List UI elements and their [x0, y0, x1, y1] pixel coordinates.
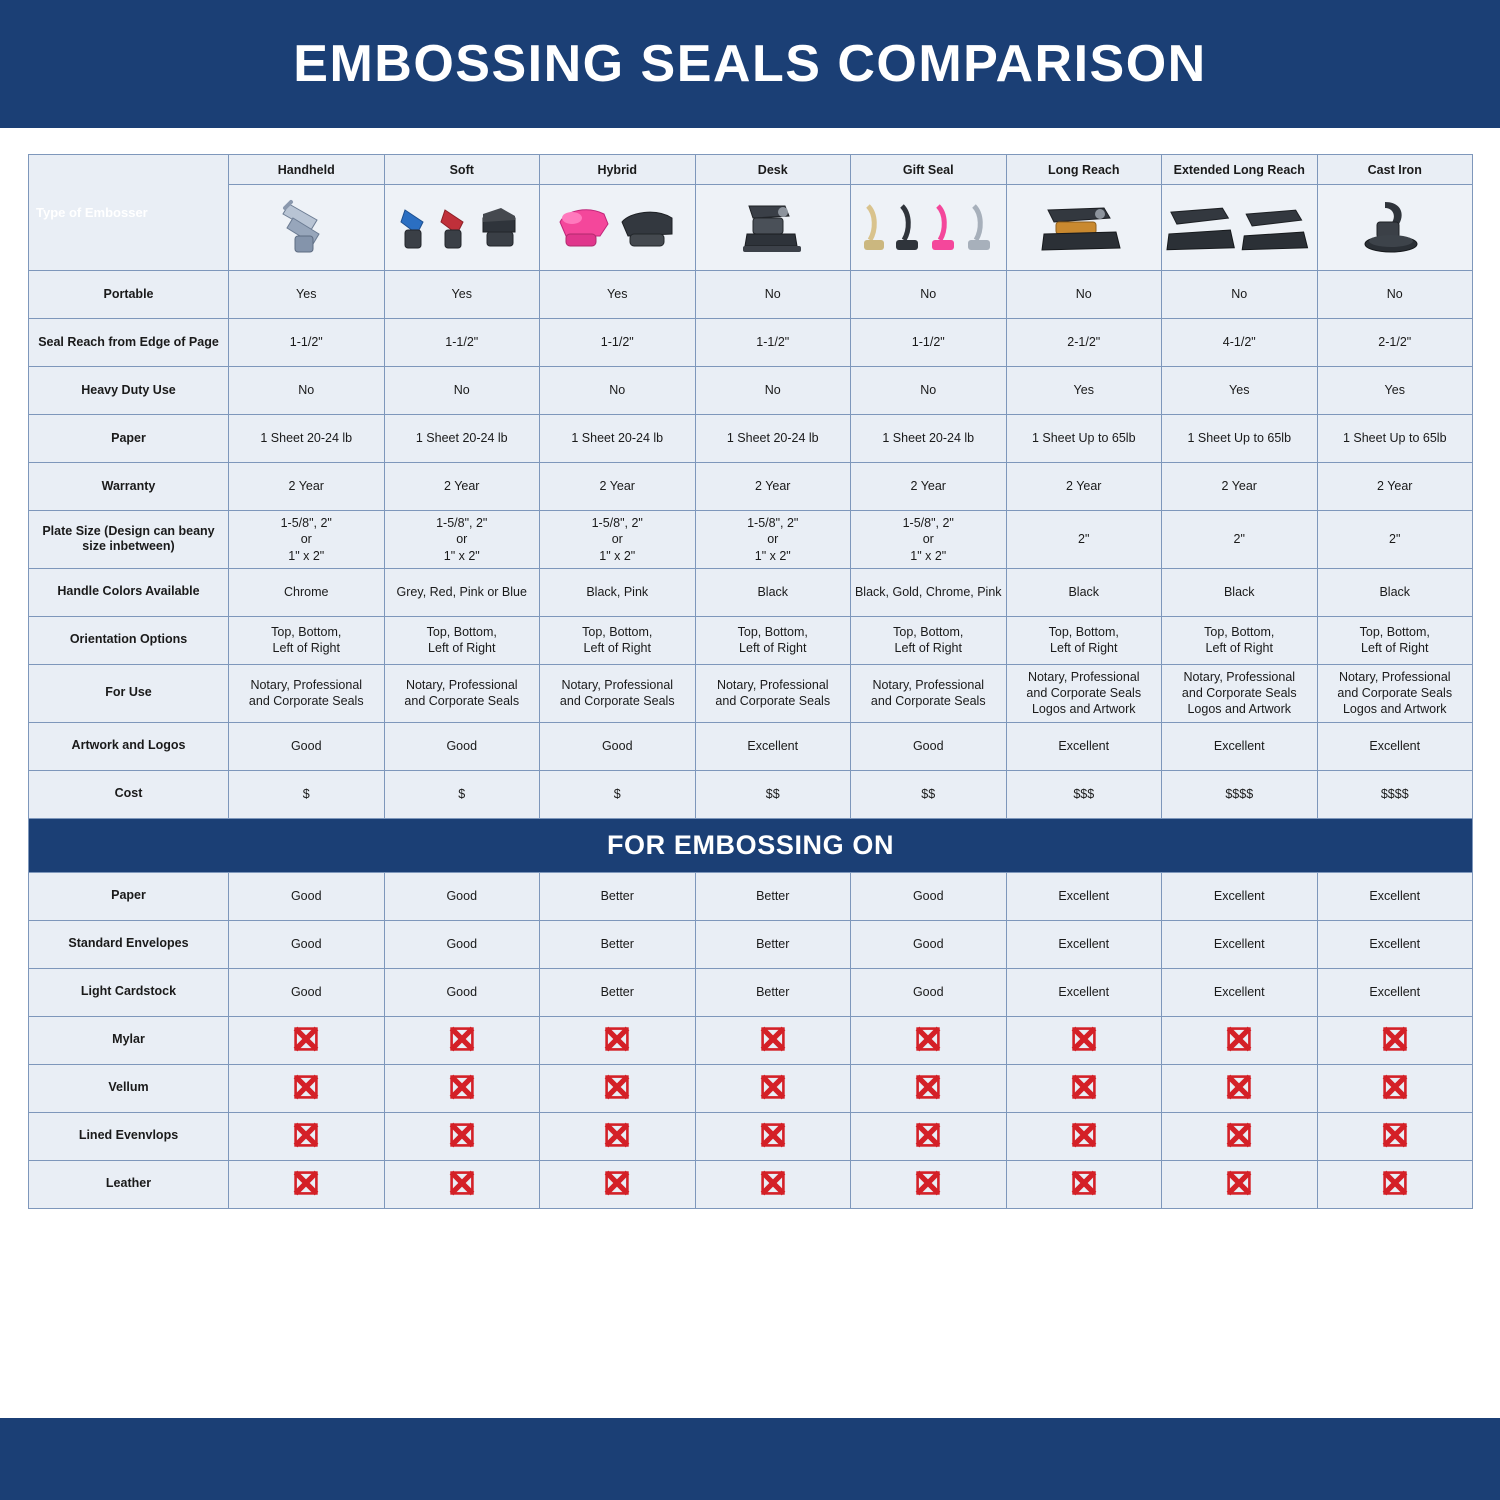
table-row — [29, 568, 1473, 616]
cell-1-3: 1-1/2" — [695, 319, 851, 367]
cell-2-5: Yes — [1006, 367, 1162, 415]
not-supported-x-icon — [293, 1026, 319, 1052]
table-row — [29, 1160, 1473, 1208]
column-header-4: Gift Seal — [851, 155, 1007, 185]
comparison-table — [28, 154, 1473, 1209]
not-supported-x-icon — [449, 1026, 475, 1052]
embossing-cell-2-7: Excellent — [1317, 968, 1473, 1016]
cell-5-7: 2" — [1317, 511, 1473, 569]
gift-seal-embosser-icon — [858, 196, 998, 260]
cell-9-0: Good — [229, 722, 385, 770]
column-header-3: Desk — [695, 155, 851, 185]
embossing-cell-0-0: Good — [229, 872, 385, 920]
not-supported-x-icon — [1226, 1074, 1252, 1100]
cell-8-3: Notary, Professional and Corporate Seals — [695, 664, 851, 722]
cell-7-4: Top, Bottom, Left of Right — [851, 616, 1007, 664]
embosser-image-cell-4 — [851, 185, 1007, 271]
not-supported-x-icon — [1071, 1170, 1097, 1196]
embossing-cell-1-7: Excellent — [1317, 920, 1473, 968]
embossing-cell-3-1 — [384, 1016, 540, 1064]
cell-10-6: $$$$ — [1162, 770, 1318, 818]
cell-8-1: Notary, Professional and Corporate Seals — [384, 664, 540, 722]
cell-0-1: Yes — [384, 271, 540, 319]
not-supported-x-icon — [449, 1122, 475, 1148]
cell-0-0: Yes — [229, 271, 385, 319]
embossing-cell-2-4: Good — [851, 968, 1007, 1016]
cell-8-0: Notary, Professional and Corporate Seals — [229, 664, 385, 722]
column-header-6: Extended Long Reach — [1162, 155, 1318, 185]
not-supported-x-icon — [1382, 1074, 1408, 1100]
column-header-5: Long Reach — [1006, 155, 1162, 185]
table-row — [29, 319, 1473, 367]
embossing-cell-6-3 — [695, 1160, 851, 1208]
not-supported-x-icon — [449, 1074, 475, 1100]
cast-iron-embosser-icon — [1355, 196, 1435, 260]
cell-3-1: 1 Sheet 20-24 lb — [384, 415, 540, 463]
table-row — [29, 511, 1473, 569]
embossing-cell-5-4 — [851, 1112, 1007, 1160]
table-row — [29, 664, 1473, 722]
table-row — [29, 722, 1473, 770]
embossing-cell-3-5 — [1006, 1016, 1162, 1064]
table-row — [29, 770, 1473, 818]
embossing-cell-2-2: Better — [540, 968, 696, 1016]
not-supported-x-icon — [1071, 1026, 1097, 1052]
embossing-cell-0-5: Excellent — [1006, 872, 1162, 920]
cell-7-2: Top, Bottom, Left of Right — [540, 616, 696, 664]
row-label-type-of-embosser: Type of Embosser — [29, 155, 229, 271]
embossing-cell-3-7 — [1317, 1016, 1473, 1064]
embossing-cell-2-1: Good — [384, 968, 540, 1016]
cell-4-1: 2 Year — [384, 463, 540, 511]
embossing-cell-2-5: Excellent — [1006, 968, 1162, 1016]
row-label: Mylar — [29, 1016, 229, 1064]
table-row — [29, 367, 1473, 415]
cell-1-4: 1-1/2" — [851, 319, 1007, 367]
embossing-cell-5-6 — [1162, 1112, 1318, 1160]
row-label: Standard Envelopes — [29, 920, 229, 968]
embossing-cell-4-7 — [1317, 1064, 1473, 1112]
cell-10-3: $$ — [695, 770, 851, 818]
embosser-image-cell-3 — [695, 185, 851, 271]
cell-5-3: 1-5/8", 2" or 1" x 2" — [695, 511, 851, 569]
section-banner-row — [29, 818, 1473, 872]
embosser-image-cell-5 — [1006, 185, 1162, 271]
embossing-cell-6-1 — [384, 1160, 540, 1208]
row-label: Paper — [29, 415, 229, 463]
cell-6-4: Black, Gold, Chrome, Pink — [851, 568, 1007, 616]
embossing-cell-5-1 — [384, 1112, 540, 1160]
cell-2-3: No — [695, 367, 851, 415]
cell-4-7: 2 Year — [1317, 463, 1473, 511]
table-row — [29, 872, 1473, 920]
cell-6-0: Chrome — [229, 568, 385, 616]
cell-4-6: 2 Year — [1162, 463, 1318, 511]
not-supported-x-icon — [915, 1026, 941, 1052]
not-supported-x-icon — [604, 1026, 630, 1052]
cell-3-2: 1 Sheet 20-24 lb — [540, 415, 696, 463]
row-label: Seal Reach from Edge of Page — [29, 319, 229, 367]
page-header — [0, 0, 1500, 128]
embossing-cell-1-5: Excellent — [1006, 920, 1162, 968]
cell-9-7: Excellent — [1317, 722, 1473, 770]
embosser-image-cell-6 — [1162, 185, 1318, 271]
row-label: Cost — [29, 770, 229, 818]
embossing-cell-5-7 — [1317, 1112, 1473, 1160]
not-supported-x-icon — [293, 1074, 319, 1100]
embossing-cell-4-1 — [384, 1064, 540, 1112]
not-supported-x-icon — [449, 1170, 475, 1196]
cell-5-6: 2" — [1162, 511, 1318, 569]
row-label: Handle Colors Available — [29, 568, 229, 616]
row-label: Warranty — [29, 463, 229, 511]
cell-1-2: 1-1/2" — [540, 319, 696, 367]
cell-7-7: Top, Bottom, Left of Right — [1317, 616, 1473, 664]
embossing-cell-4-0 — [229, 1064, 385, 1112]
row-label: Artwork and Logos — [29, 722, 229, 770]
embossing-cell-0-4: Good — [851, 872, 1007, 920]
table-row — [29, 1064, 1473, 1112]
cell-1-6: 4-1/2" — [1162, 319, 1318, 367]
embossing-cell-0-1: Good — [384, 872, 540, 920]
cell-3-6: 1 Sheet Up to 65lb — [1162, 415, 1318, 463]
cell-4-2: 2 Year — [540, 463, 696, 511]
embosser-image-cell-7 — [1317, 185, 1473, 271]
embossing-cell-4-2 — [540, 1064, 696, 1112]
cell-6-5: Black — [1006, 568, 1162, 616]
section-title: FOR EMBOSSING ON — [29, 818, 1473, 872]
column-header-1: Soft — [384, 155, 540, 185]
cell-4-3: 2 Year — [695, 463, 851, 511]
hybrid-embosser-icon — [552, 196, 682, 260]
embosser-image-cell-2 — [540, 185, 696, 271]
not-supported-x-icon — [915, 1122, 941, 1148]
row-label: Heavy Duty Use — [29, 367, 229, 415]
table-row — [29, 271, 1473, 319]
embossing-cell-4-6 — [1162, 1064, 1318, 1112]
long-reach-embosser-icon — [1034, 196, 1134, 260]
extended-long-reach-embosser-icon — [1165, 196, 1314, 260]
embossing-cell-5-5 — [1006, 1112, 1162, 1160]
cell-9-1: Good — [384, 722, 540, 770]
table-row — [29, 1016, 1473, 1064]
table-header-row — [29, 155, 1473, 185]
not-supported-x-icon — [760, 1026, 786, 1052]
embossing-cell-6-7 — [1317, 1160, 1473, 1208]
not-supported-x-icon — [760, 1122, 786, 1148]
table-row — [29, 463, 1473, 511]
cell-0-6: No — [1162, 271, 1318, 319]
embossing-cell-1-4: Good — [851, 920, 1007, 968]
cell-8-4: Notary, Professional and Corporate Seals — [851, 664, 1007, 722]
cell-0-2: Yes — [540, 271, 696, 319]
cell-0-4: No — [851, 271, 1007, 319]
cell-7-3: Top, Bottom, Left of Right — [695, 616, 851, 664]
cell-6-1: Grey, Red, Pink or Blue — [384, 568, 540, 616]
not-supported-x-icon — [1071, 1122, 1097, 1148]
cell-10-4: $$ — [851, 770, 1007, 818]
cell-6-3: Black — [695, 568, 851, 616]
cell-9-6: Excellent — [1162, 722, 1318, 770]
not-supported-x-icon — [915, 1170, 941, 1196]
table-row — [29, 968, 1473, 1016]
cell-10-0: $ — [229, 770, 385, 818]
cell-10-2: $ — [540, 770, 696, 818]
row-label: Orientation Options — [29, 616, 229, 664]
cell-3-7: 1 Sheet Up to 65lb — [1317, 415, 1473, 463]
embossing-cell-4-4 — [851, 1064, 1007, 1112]
cell-1-0: 1-1/2" — [229, 319, 385, 367]
cell-5-2: 1-5/8", 2" or 1" x 2" — [540, 511, 696, 569]
embossing-cell-6-2 — [540, 1160, 696, 1208]
cell-6-7: Black — [1317, 568, 1473, 616]
not-supported-x-icon — [604, 1074, 630, 1100]
table-row — [29, 920, 1473, 968]
row-label: Vellum — [29, 1064, 229, 1112]
embossing-cell-6-4 — [851, 1160, 1007, 1208]
not-supported-x-icon — [1382, 1026, 1408, 1052]
cell-0-5: No — [1006, 271, 1162, 319]
column-header-2: Hybrid — [540, 155, 696, 185]
embossing-cell-2-6: Excellent — [1162, 968, 1318, 1016]
cell-9-4: Good — [851, 722, 1007, 770]
not-supported-x-icon — [915, 1074, 941, 1100]
embosser-image-cell-1 — [384, 185, 540, 271]
cell-2-4: No — [851, 367, 1007, 415]
table-row — [29, 415, 1473, 463]
cell-6-2: Black, Pink — [540, 568, 696, 616]
not-supported-x-icon — [760, 1170, 786, 1196]
not-supported-x-icon — [1382, 1122, 1408, 1148]
row-label: Paper — [29, 872, 229, 920]
cell-4-4: 2 Year — [851, 463, 1007, 511]
cell-5-0: 1-5/8", 2" or 1" x 2" — [229, 511, 385, 569]
embossing-cell-0-3: Better — [695, 872, 851, 920]
row-label: Plate Size (Design can beany size inbetween) — [29, 511, 229, 569]
column-header-7: Cast Iron — [1317, 155, 1473, 185]
handheld-embosser-icon — [271, 196, 341, 260]
cell-1-1: 1-1/2" — [384, 319, 540, 367]
row-label: Leather — [29, 1160, 229, 1208]
cell-3-5: 1 Sheet Up to 65lb — [1006, 415, 1162, 463]
embossing-cell-5-2 — [540, 1112, 696, 1160]
cell-7-5: Top, Bottom, Left of Right — [1006, 616, 1162, 664]
row-label: Light Cardstock — [29, 968, 229, 1016]
cell-4-0: 2 Year — [229, 463, 385, 511]
cell-3-0: 1 Sheet 20-24 lb — [229, 415, 385, 463]
cell-9-5: Excellent — [1006, 722, 1162, 770]
embossing-cell-6-0 — [229, 1160, 385, 1208]
embossing-cell-1-1: Good — [384, 920, 540, 968]
embossing-cell-0-2: Better — [540, 872, 696, 920]
cell-10-7: $$$$ — [1317, 770, 1473, 818]
embossing-cell-0-6: Excellent — [1162, 872, 1318, 920]
embossing-cell-1-6: Excellent — [1162, 920, 1318, 968]
cell-8-2: Notary, Professional and Corporate Seals — [540, 664, 696, 722]
cell-2-6: Yes — [1162, 367, 1318, 415]
cell-4-5: 2 Year — [1006, 463, 1162, 511]
cell-10-5: $$$ — [1006, 770, 1162, 818]
not-supported-x-icon — [1226, 1122, 1252, 1148]
not-supported-x-icon — [760, 1074, 786, 1100]
row-label: Portable — [29, 271, 229, 319]
cell-1-5: 2-1/2" — [1006, 319, 1162, 367]
cell-2-1: No — [384, 367, 540, 415]
cell-1-7: 2-1/2" — [1317, 319, 1473, 367]
embossing-cell-1-2: Better — [540, 920, 696, 968]
not-supported-x-icon — [1226, 1170, 1252, 1196]
embossing-cell-0-7: Excellent — [1317, 872, 1473, 920]
embossing-cell-3-0 — [229, 1016, 385, 1064]
embosser-image-row — [29, 185, 1473, 271]
row-label: Lined Evenvlops — [29, 1112, 229, 1160]
embossing-cell-3-3 — [695, 1016, 851, 1064]
cell-10-1: $ — [384, 770, 540, 818]
cell-6-6: Black — [1162, 568, 1318, 616]
embossing-cell-1-3: Better — [695, 920, 851, 968]
cell-7-1: Top, Bottom, Left of Right — [384, 616, 540, 664]
embossing-cell-6-5 — [1006, 1160, 1162, 1208]
desk-embosser-icon — [733, 196, 813, 260]
column-header-0: Handheld — [229, 155, 385, 185]
cell-7-6: Top, Bottom, Left of Right — [1162, 616, 1318, 664]
not-supported-x-icon — [1382, 1170, 1408, 1196]
cell-5-1: 1-5/8", 2" or 1" x 2" — [384, 511, 540, 569]
soft-embosser-icon — [397, 196, 527, 260]
embossing-cell-2-3: Better — [695, 968, 851, 1016]
embossing-cell-3-6 — [1162, 1016, 1318, 1064]
embossing-cell-6-6 — [1162, 1160, 1318, 1208]
not-supported-x-icon — [1071, 1074, 1097, 1100]
cell-5-4: 1-5/8", 2" or 1" x 2" — [851, 511, 1007, 569]
row-label: For Use — [29, 664, 229, 722]
cell-3-3: 1 Sheet 20-24 lb — [695, 415, 851, 463]
cell-2-2: No — [540, 367, 696, 415]
cell-2-7: Yes — [1317, 367, 1473, 415]
table-row — [29, 1112, 1473, 1160]
cell-7-0: Top, Bottom, Left of Right — [229, 616, 385, 664]
cell-9-3: Excellent — [695, 722, 851, 770]
content-area — [0, 128, 1500, 1418]
embossing-cell-3-4 — [851, 1016, 1007, 1064]
page-title: EMBOSSING SEALS COMPARISON — [293, 35, 1207, 93]
embossing-cell-2-0: Good — [229, 968, 385, 1016]
cell-3-4: 1 Sheet 20-24 lb — [851, 415, 1007, 463]
table-row — [29, 616, 1473, 664]
not-supported-x-icon — [293, 1170, 319, 1196]
cell-9-2: Good — [540, 722, 696, 770]
cell-8-7: Notary, Professional and Corporate Seals Logos and Artwork — [1317, 664, 1473, 722]
embossing-cell-5-3 — [695, 1112, 851, 1160]
embossing-cell-4-3 — [695, 1064, 851, 1112]
embosser-image-cell-0 — [229, 185, 385, 271]
cell-8-6: Notary, Professional and Corporate Seals Logos and Artwork — [1162, 664, 1318, 722]
not-supported-x-icon — [1226, 1026, 1252, 1052]
cell-2-0: No — [229, 367, 385, 415]
not-supported-x-icon — [293, 1122, 319, 1148]
cell-5-5: 2" — [1006, 511, 1162, 569]
embossing-cell-3-2 — [540, 1016, 696, 1064]
not-supported-x-icon — [604, 1170, 630, 1196]
cell-8-5: Notary, Professional and Corporate Seals Logos and Artwork — [1006, 664, 1162, 722]
footer-band — [0, 1418, 1500, 1500]
cell-0-7: No — [1317, 271, 1473, 319]
cell-0-3: No — [695, 271, 851, 319]
not-supported-x-icon — [604, 1122, 630, 1148]
embossing-cell-1-0: Good — [229, 920, 385, 968]
embossing-cell-4-5 — [1006, 1064, 1162, 1112]
embossing-cell-5-0 — [229, 1112, 385, 1160]
